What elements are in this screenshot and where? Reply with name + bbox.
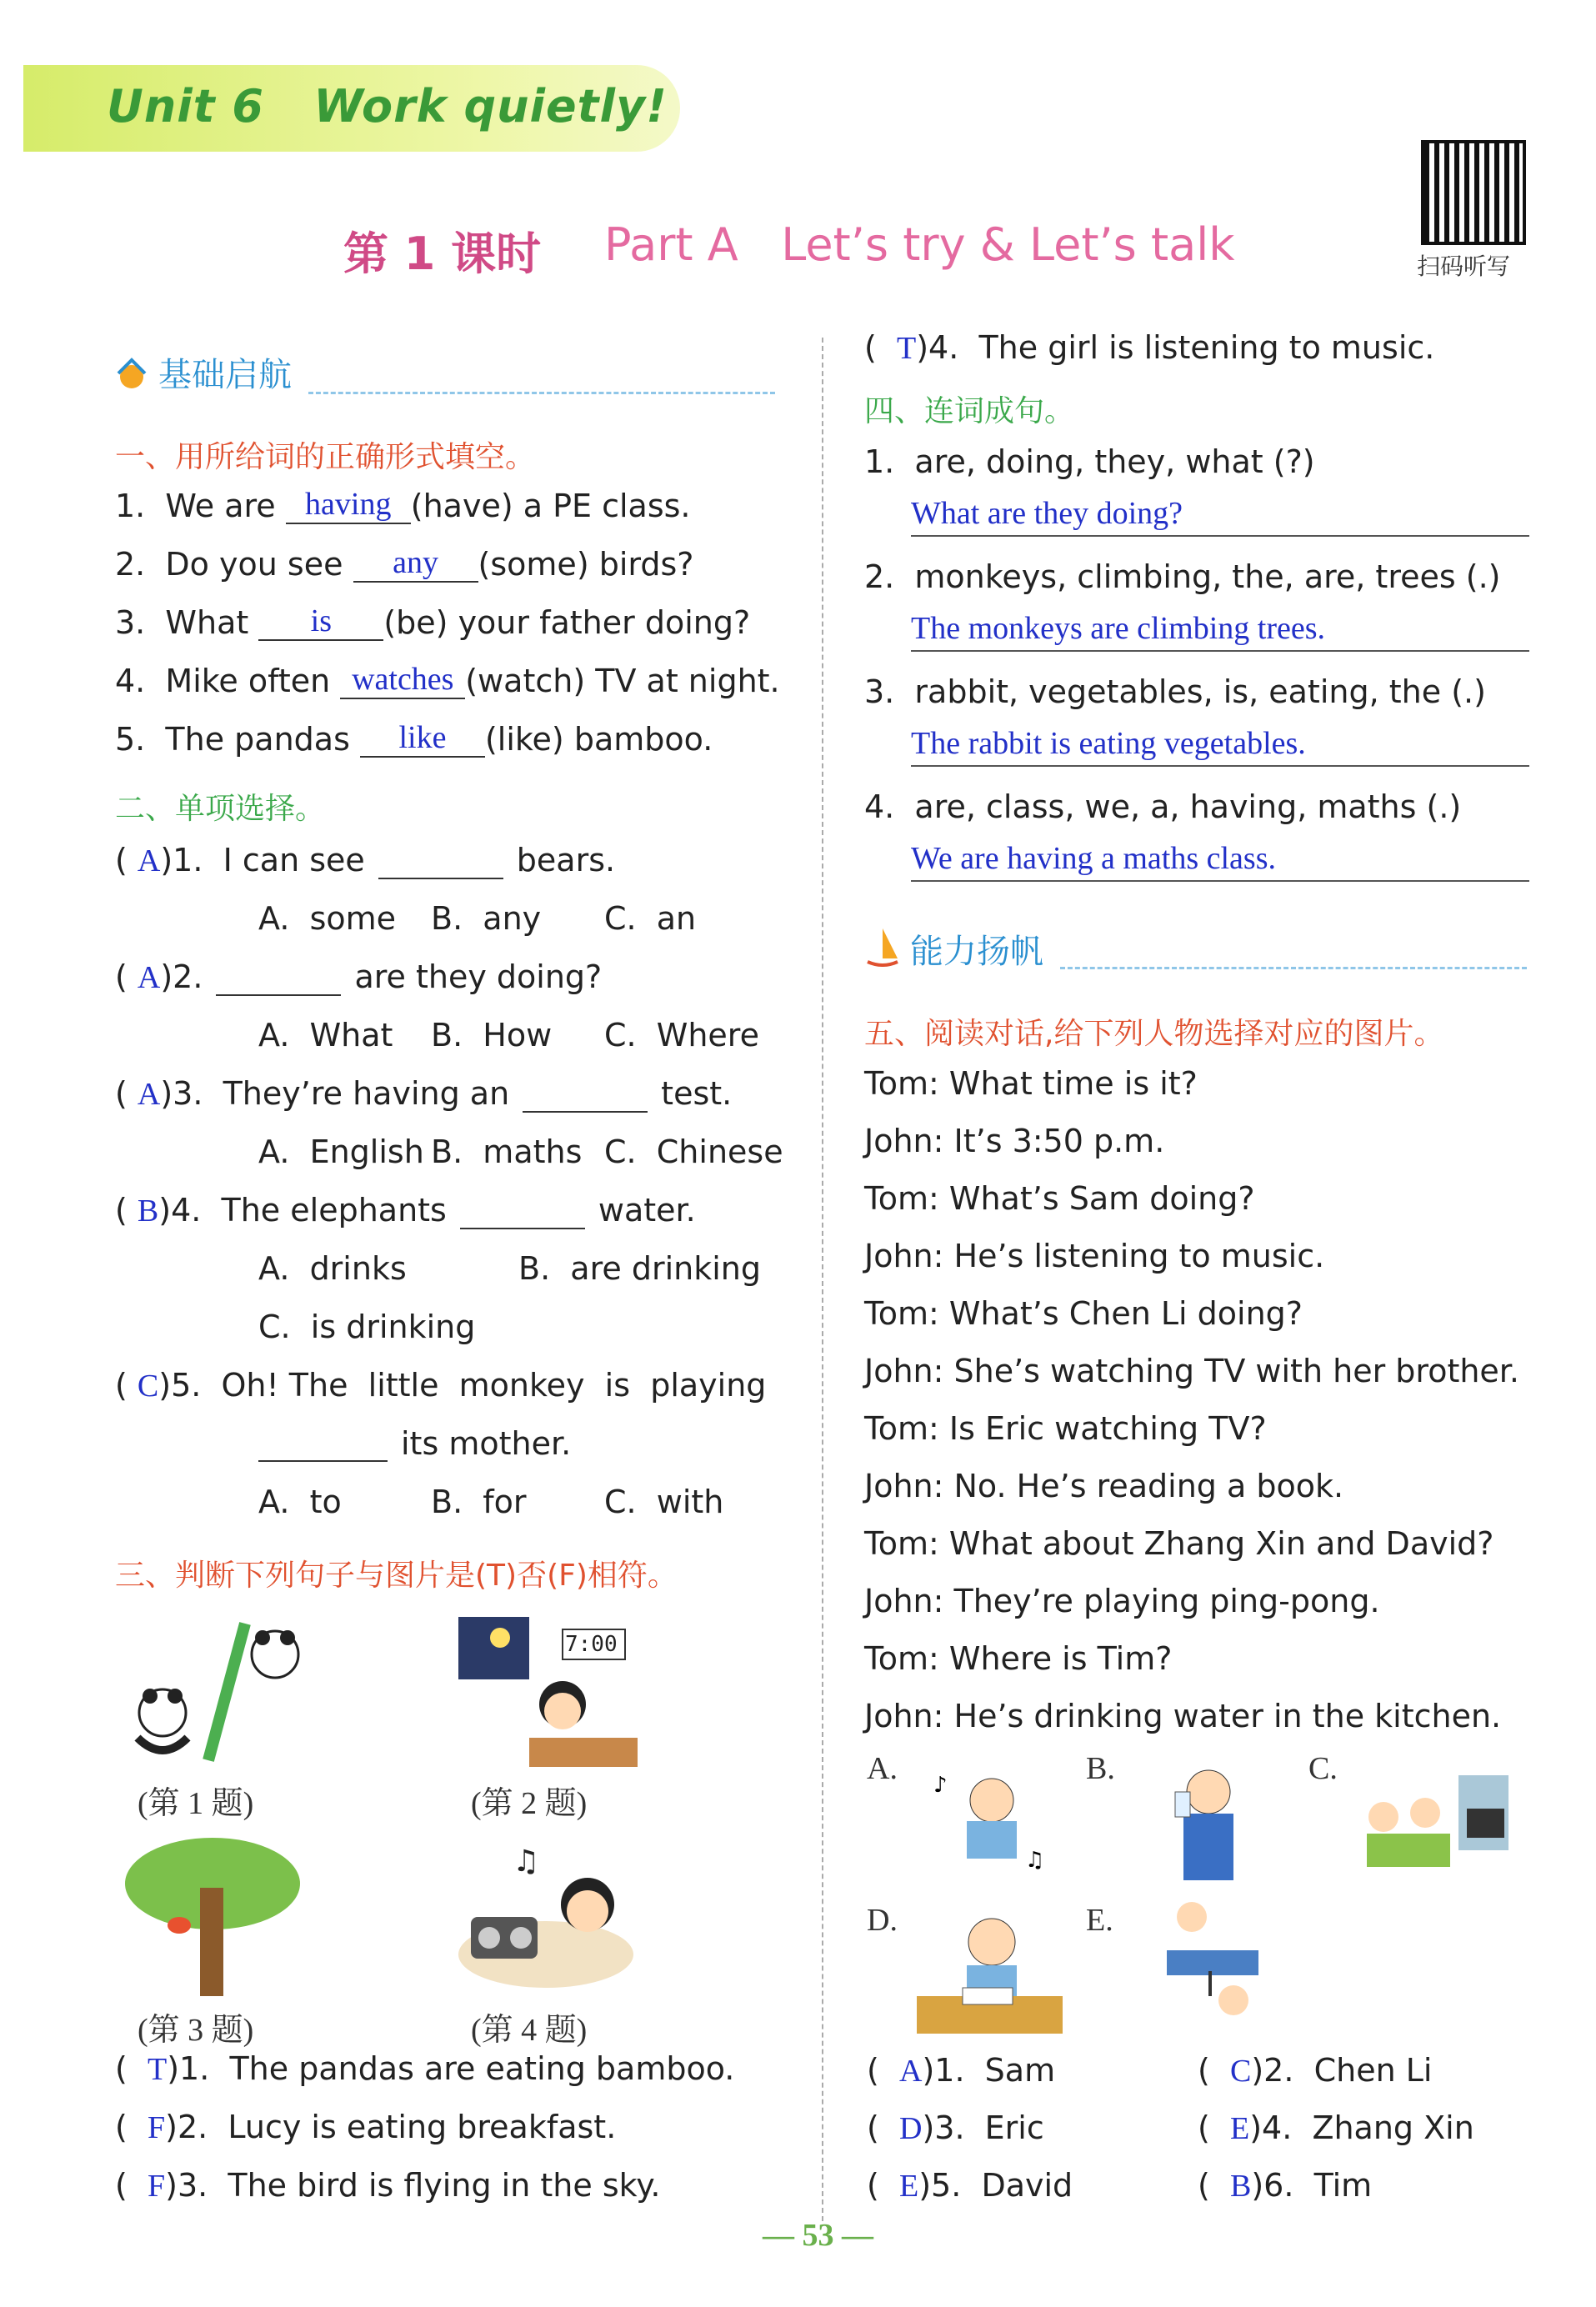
dialogue-line: Tom: Is Eric watching TV? bbox=[864, 1410, 1267, 1447]
question-text: )4. The girl is listening to music. bbox=[916, 329, 1435, 366]
ability-section-icon bbox=[864, 925, 901, 967]
paren-open: ( bbox=[115, 1367, 138, 1404]
question-text: )3. The bird is flying in the sky. bbox=[165, 2167, 661, 2204]
question-text: )4. The elephants bbox=[158, 1192, 447, 1229]
s4-answer-line[interactable]: What are they doing? bbox=[911, 495, 1529, 537]
question-text: )2. Lucy is eating breakfast. bbox=[165, 2109, 617, 2145]
s2-question bbox=[115, 958, 602, 996]
s4-question: 1. are, doing, they, what (?) bbox=[864, 443, 1315, 480]
lesson-title: Part A Let’s try & Let’s talk bbox=[604, 218, 1235, 271]
question-text: 2. Do you see bbox=[115, 546, 353, 583]
pic-label-b: B. bbox=[1086, 1751, 1115, 1786]
s3-title: 三、判断下列句子与图片是(T)否(F)相符。 bbox=[115, 1559, 678, 1593]
answer-blank[interactable]: watches bbox=[340, 663, 465, 699]
paren-open: ( bbox=[867, 2167, 899, 2204]
person-name: )2. Chen Li bbox=[1251, 2052, 1433, 2089]
paren-open: ( bbox=[115, 1192, 138, 1229]
question-text: 4. Mike often bbox=[115, 663, 341, 699]
section-basic-title: 基础启航 bbox=[158, 356, 292, 394]
option[interactable]: B. for bbox=[431, 1484, 527, 1520]
s2-title: 二、单项选择。 bbox=[115, 792, 326, 826]
girl-music-picture bbox=[454, 1838, 638, 1996]
svg-text:♫: ♫ bbox=[1025, 1848, 1045, 1873]
option[interactable]: A. What bbox=[258, 1017, 393, 1053]
bird-tree-picture bbox=[121, 1838, 304, 1996]
svg-text:♪: ♪ bbox=[933, 1773, 948, 1798]
s4-question: 4. are, class, we, a, having, maths (.) bbox=[864, 788, 1462, 825]
dialogue-line: John: He’s listening to music. bbox=[864, 1238, 1325, 1274]
answer-blank[interactable]: is bbox=[258, 604, 383, 641]
person-name: )5. David bbox=[918, 2167, 1073, 2204]
picture-choice[interactable]: B bbox=[1229, 2169, 1252, 2204]
paren-open: ( bbox=[115, 842, 138, 878]
dialogue-line: John: He’s drinking water in the kitchen. bbox=[864, 1698, 1502, 1734]
option[interactable]: C. with bbox=[604, 1484, 724, 1520]
lesson-number: 第 1 课时 bbox=[343, 228, 542, 280]
dialogue-line: Tom: What’s Chen Li doing? bbox=[864, 1295, 1303, 1332]
option[interactable]: B. are drinking bbox=[518, 1250, 761, 1287]
pic-label-a: A. bbox=[867, 1751, 898, 1786]
question-text: (be) your father doing? bbox=[383, 604, 751, 641]
picture-choice[interactable]: C bbox=[1229, 2054, 1252, 2089]
caption-q1: (第 1 题) bbox=[138, 1786, 254, 1821]
clock-time: 7:00 bbox=[565, 1632, 618, 1657]
question-text: )1. I can see bbox=[160, 842, 365, 878]
tf-answer[interactable]: T bbox=[147, 2052, 168, 2087]
s4-question: 3. rabbit, vegetables, is, eating, the (.) bbox=[864, 673, 1486, 710]
boy-drinking-picture bbox=[1158, 1759, 1258, 1884]
qr-caption: 扫码听写 bbox=[1417, 253, 1511, 280]
answer-choice[interactable]: B bbox=[137, 1194, 159, 1229]
question-text: are they doing? bbox=[354, 958, 603, 995]
answer-choice[interactable]: A bbox=[137, 960, 161, 995]
boy-reading-picture bbox=[913, 1904, 1067, 2038]
ping-pong-picture bbox=[1158, 1892, 1267, 2034]
s1-question bbox=[115, 546, 693, 583]
dialogue-line: John: She’s watching TV with her brother. bbox=[864, 1353, 1520, 1389]
answer-choice[interactable]: C bbox=[137, 1369, 159, 1404]
s4-answer-line[interactable]: We are having a maths class. bbox=[911, 840, 1529, 882]
pandas-bamboo-picture bbox=[121, 1613, 313, 1771]
answer-blank[interactable] bbox=[378, 843, 503, 879]
answer-blank[interactable]: like bbox=[360, 721, 485, 758]
person-name: )6. Tim bbox=[1251, 2167, 1373, 2204]
question-text: )2. bbox=[160, 958, 203, 995]
person-name: )1. Sam bbox=[922, 2052, 1056, 2089]
dialogue-line: John: They’re playing ping-pong. bbox=[864, 1583, 1380, 1619]
s5-answer bbox=[867, 2052, 1055, 2089]
qr-code[interactable] bbox=[1421, 140, 1526, 245]
question-text: (some) birds? bbox=[478, 546, 694, 583]
section-divider bbox=[308, 392, 775, 394]
s3-question bbox=[864, 329, 1434, 367]
s2-question bbox=[115, 842, 615, 879]
dialogue-line: Tom: What time is it? bbox=[864, 1065, 1198, 1102]
s1-title: 一、用所给词的正确形式填空。 bbox=[115, 440, 536, 474]
option[interactable]: A. to bbox=[258, 1484, 342, 1520]
answer-choice[interactable]: A bbox=[137, 843, 161, 878]
option[interactable]: B. How bbox=[431, 1017, 553, 1053]
section-divider bbox=[1060, 967, 1527, 969]
s4-question: 2. monkeys, climbing, the, are, trees (.) bbox=[864, 558, 1501, 595]
paren-open: ( bbox=[1198, 2167, 1230, 2204]
question-text: 5. The pandas bbox=[115, 721, 360, 758]
dialogue-line: John: No. He’s reading a book. bbox=[864, 1468, 1344, 1504]
tf-answer[interactable]: T bbox=[896, 331, 917, 366]
boy-music-picture bbox=[925, 1759, 1058, 1884]
column-divider bbox=[822, 338, 823, 2221]
paren-open: ( bbox=[115, 2050, 148, 2087]
paren-open: ( bbox=[115, 958, 138, 995]
watching-tv-picture bbox=[1358, 1759, 1513, 1879]
svg-text:♫: ♫ bbox=[513, 1844, 540, 1879]
s5-answer bbox=[1198, 2167, 1372, 2204]
tf-answer[interactable]: F bbox=[147, 2110, 166, 2145]
option[interactable]: C. Chinese bbox=[604, 1133, 783, 1170]
s2-question bbox=[115, 1192, 696, 1229]
page-number: — 53 — bbox=[763, 2218, 873, 2253]
person-name: )3. Eric bbox=[922, 2109, 1044, 2146]
s2-question bbox=[115, 1367, 766, 1404]
s5-answer bbox=[1198, 2109, 1474, 2147]
s1-question bbox=[115, 488, 691, 524]
pic-label-c: C. bbox=[1308, 1751, 1338, 1786]
paren-open: ( bbox=[1198, 2052, 1230, 2089]
caption-q3: (第 3 题) bbox=[138, 2013, 254, 2048]
s1-question bbox=[115, 663, 780, 699]
section-ability-title: 能力扬帆 bbox=[910, 933, 1043, 971]
question-text: (watch) TV at night. bbox=[465, 663, 780, 699]
question-text: test. bbox=[661, 1075, 733, 1112]
dialogue-line: Tom: Where is Tim? bbox=[864, 1640, 1173, 1677]
dialogue-line: Tom: What about Zhang Xin and David? bbox=[864, 1525, 1494, 1562]
question-text: 1. We are bbox=[115, 488, 286, 524]
s2-question-cont bbox=[258, 1425, 571, 1462]
paren-open: ( bbox=[115, 2167, 148, 2204]
answer-blank[interactable] bbox=[523, 1076, 648, 1113]
caption-q2: (第 2 题) bbox=[471, 1786, 588, 1821]
s3-question bbox=[115, 2050, 734, 2088]
paren-open: ( bbox=[115, 1075, 138, 1112]
option[interactable]: B. any bbox=[431, 900, 542, 937]
option[interactable]: C. an bbox=[604, 900, 697, 937]
option[interactable]: B. maths bbox=[431, 1133, 583, 1170]
option[interactable]: A. some bbox=[258, 900, 397, 937]
s3-question bbox=[115, 2167, 660, 2204]
dialogue-line: Tom: What’s Sam doing? bbox=[864, 1180, 1255, 1217]
question-text: water. bbox=[598, 1192, 696, 1229]
question-text: )3. They’re having an bbox=[160, 1075, 510, 1112]
s1-question bbox=[115, 604, 750, 641]
pic-label-d: D. bbox=[867, 1903, 898, 1938]
s5-title: 五、阅读对话,给下列人物选择对应的图片。 bbox=[864, 1017, 1444, 1051]
option[interactable]: A. drinks bbox=[258, 1250, 407, 1287]
question-text: 3. What bbox=[115, 604, 259, 641]
option[interactable]: C. Where bbox=[604, 1017, 759, 1053]
s5-answer bbox=[867, 2167, 1073, 2204]
question-text: )1. The pandas are eating bamboo. bbox=[167, 2050, 735, 2087]
picture-choice[interactable]: A bbox=[898, 2054, 923, 2089]
picture-choice[interactable]: E bbox=[898, 2169, 919, 2204]
s3-question bbox=[115, 2109, 616, 2146]
s5-answer bbox=[1198, 2052, 1432, 2089]
paren-open: ( bbox=[867, 2109, 899, 2146]
answer-blank[interactable] bbox=[258, 1425, 388, 1462]
answer-choice[interactable]: A bbox=[137, 1077, 161, 1112]
paren-open: ( bbox=[867, 2052, 899, 2089]
question-text: )5. Oh! The little monkey is playing bbox=[158, 1367, 767, 1404]
s4-title: 四、连词成句。 bbox=[864, 394, 1075, 428]
dialogue-line: John: It’s 3:50 p.m. bbox=[864, 1123, 1165, 1159]
pic-label-e: E. bbox=[1086, 1903, 1113, 1938]
caption-q4: (第 4 题) bbox=[471, 2013, 588, 2048]
paren-open: ( bbox=[1198, 2109, 1230, 2146]
question-text: bears. bbox=[516, 842, 616, 878]
unit-title: Unit 6 Work quietly! bbox=[107, 80, 668, 133]
option[interactable]: C. is drinking bbox=[258, 1309, 476, 1345]
s1-question bbox=[115, 721, 713, 758]
tf-answer[interactable]: F bbox=[147, 2169, 166, 2204]
answer-blank[interactable] bbox=[460, 1193, 585, 1229]
paren-open: ( bbox=[864, 329, 897, 366]
answer-blank[interactable] bbox=[216, 959, 341, 996]
s4-answer-line[interactable]: The monkeys are climbing trees. bbox=[911, 610, 1529, 652]
s5-answer bbox=[867, 2109, 1044, 2147]
picture-choice[interactable]: E bbox=[1229, 2111, 1250, 2146]
person-name: )4. Zhang Xin bbox=[1249, 2109, 1474, 2146]
answer-blank[interactable]: having bbox=[286, 488, 411, 524]
paren-open: ( bbox=[115, 2109, 148, 2145]
picture-choice[interactable]: D bbox=[898, 2111, 923, 2146]
s2-question bbox=[115, 1075, 732, 1113]
answer-blank[interactable]: any bbox=[353, 546, 478, 583]
basic-section-icon bbox=[113, 353, 150, 390]
option[interactable]: A. English bbox=[258, 1133, 424, 1170]
question-text: its mother. bbox=[401, 1425, 572, 1462]
question-text: (like) bamboo. bbox=[484, 721, 713, 758]
question-text: (have) a PE class. bbox=[410, 488, 691, 524]
s4-answer-line[interactable]: The rabbit is eating vegetables. bbox=[911, 725, 1529, 767]
